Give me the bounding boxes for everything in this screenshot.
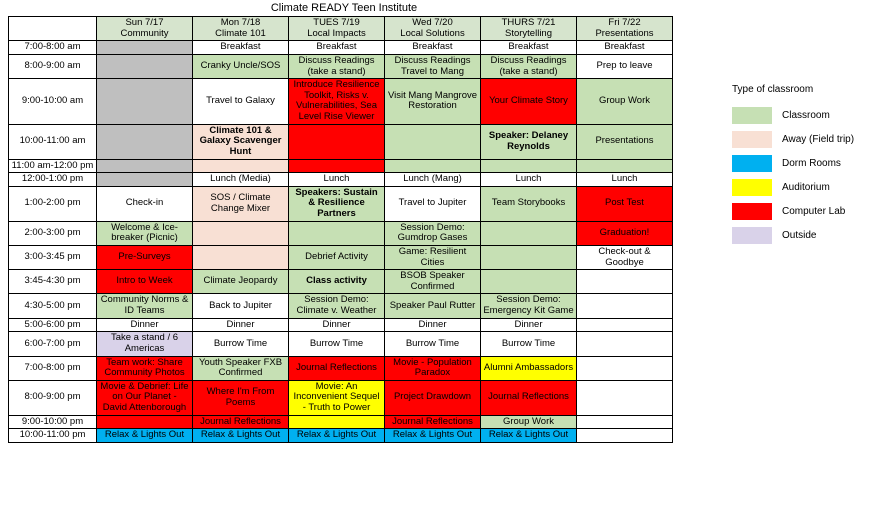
legend-item — [732, 103, 862, 127]
schedule-cell: Journal Reflections — [193, 415, 289, 429]
schedule-cell: Community Norms & ID Teams — [97, 294, 193, 318]
time-label: 7:00-8:00 pm — [9, 356, 97, 380]
legend-swatch — [732, 227, 772, 244]
schedule-cell: Burrow Time — [193, 332, 289, 356]
schedule-cell: Team Storybooks — [481, 186, 577, 221]
schedule-cell: Group Work — [481, 415, 577, 429]
header-day-6 — [577, 17, 673, 41]
schedule-cell: Breakfast — [481, 41, 577, 55]
schedule-cell: Speaker: Delaney Reynolds — [481, 124, 577, 159]
schedule-cell: Introduce Resilience Toolkit, Risks v. Vulnerabilities, Sea Level Rise Viewer — [289, 79, 385, 125]
header-day-3 — [289, 17, 385, 41]
schedule-cell: Discuss Readings Travel to Mang — [385, 54, 481, 78]
legend-label: Outside — [782, 229, 817, 241]
schedule-cell: Check-out & Goodbye — [577, 245, 673, 269]
header-day-date: Mon 7/18 — [220, 17, 261, 28]
schedule-cell: Relax & Lights Out — [97, 429, 193, 443]
table-row — [9, 429, 673, 443]
legend-swatch — [732, 131, 772, 148]
schedule-cell: Class activity — [289, 270, 385, 294]
table-row — [9, 332, 673, 356]
table-row — [9, 173, 673, 187]
header-day-theme: Local Solutions — [400, 27, 465, 39]
schedule-cell — [97, 54, 193, 78]
legend-swatch — [732, 179, 772, 196]
legend-rows — [732, 103, 862, 247]
table-row — [9, 186, 673, 221]
schedule-cell — [97, 124, 193, 159]
table-row — [9, 294, 673, 318]
header-day-date: Sun 7/17 — [125, 17, 164, 28]
schedule-cell: Take a stand / 6 Americas — [97, 332, 193, 356]
schedule-table — [8, 16, 673, 443]
schedule-cell: Relax & Lights Out — [481, 429, 577, 443]
time-label: 5:00-6:00 pm — [9, 318, 97, 332]
schedule-cell: Journal Reflections — [289, 356, 385, 380]
schedule-cell: Cranky Uncle/SOS — [193, 54, 289, 78]
schedule-cell: Game: Resilient Cities — [385, 245, 481, 269]
legend-label: Away (Field trip) — [782, 133, 855, 145]
schedule-cell: Dinner — [289, 318, 385, 332]
schedule-cell: Dinner — [97, 318, 193, 332]
schedule-cell: Session Demo: Climate v. Weather — [289, 294, 385, 318]
schedule-cell: Team work: Share Community Photos — [97, 356, 193, 380]
schedule-cell: Relax & Lights Out — [193, 429, 289, 443]
schedule-cell: Breakfast — [577, 41, 673, 55]
legend-item — [732, 199, 862, 223]
schedule-cell: Back to Jupiter — [193, 294, 289, 318]
schedule-cell: Speakers: Sustain & Resilience Partners — [289, 186, 385, 221]
time-label: 12:00-1:00 pm — [9, 173, 97, 187]
legend-swatch — [732, 203, 772, 220]
legend-label: Classroom — [782, 109, 830, 121]
schedule-cell — [193, 221, 289, 245]
schedule-cell: Movie & Debrief: Life on Our Planet - David Attenborough — [97, 380, 193, 415]
schedule-cell — [97, 159, 193, 173]
legend-label: Dorm Rooms — [782, 157, 841, 169]
legend-swatch — [732, 155, 772, 172]
header-day-date: Wed 7/20 — [412, 17, 453, 28]
table-row — [9, 245, 673, 269]
table-row — [9, 415, 673, 429]
header-day-theme: Climate 101 — [215, 27, 266, 39]
table-row — [9, 221, 673, 245]
header-time-col — [9, 17, 97, 41]
schedule-cell: Burrow Time — [385, 332, 481, 356]
header-day-theme: Community — [120, 27, 169, 39]
header-day-date: TUES 7/19 — [313, 17, 360, 28]
schedule-cell: Travel to Jupiter — [385, 186, 481, 221]
schedule-cell: Alumni Ambassadors — [481, 356, 577, 380]
header-day-theme: Presentations — [595, 27, 654, 39]
schedule-cell — [385, 124, 481, 159]
schedule-cell: Dinner — [481, 318, 577, 332]
schedule-cell: Dinner — [385, 318, 481, 332]
schedule-cell: Lunch — [481, 173, 577, 187]
schedule-cell: Travel to Galaxy — [193, 79, 289, 125]
schedule-cell — [577, 318, 673, 332]
schedule-cell — [577, 270, 673, 294]
header-day-4 — [385, 17, 481, 41]
schedule-cell: Session Demo: Emergency Kit Game — [481, 294, 577, 318]
schedule-cell — [97, 79, 193, 125]
header-day-2 — [193, 17, 289, 41]
table-row — [9, 380, 673, 415]
time-label: 10:00-11:00 am — [9, 124, 97, 159]
schedule-cell: Climate Jeopardy — [193, 270, 289, 294]
schedule-cell: Post Test — [577, 186, 673, 221]
schedule-cell: Burrow Time — [289, 332, 385, 356]
schedule-cell: Climate 101 & Galaxy Scavenger Hunt — [193, 124, 289, 159]
time-label: 1:00-2:00 pm — [9, 186, 97, 221]
schedule-cell: Discuss Readings (take a stand) — [289, 54, 385, 78]
legend-swatch — [732, 107, 772, 124]
time-label: 4:30-5:00 pm — [9, 294, 97, 318]
schedule-cell: Breakfast — [193, 41, 289, 55]
time-label: 6:00-7:00 pm — [9, 332, 97, 356]
table-row — [9, 318, 673, 332]
schedule-cell — [577, 356, 673, 380]
schedule-cell: Group Work — [577, 79, 673, 125]
schedule-cell — [577, 332, 673, 356]
table-row — [9, 79, 673, 125]
schedule-cell — [577, 429, 673, 443]
schedule-cell: Youth Speaker FXB Confirmed — [193, 356, 289, 380]
schedule-cell: Lunch — [577, 173, 673, 187]
schedule-cell: Breakfast — [385, 41, 481, 55]
table-row — [9, 356, 673, 380]
schedule-cell: Graduation! — [577, 221, 673, 245]
schedule-cell — [289, 159, 385, 173]
schedule-cell: Movie - Population Paradox — [385, 356, 481, 380]
header-day-theme: Local Impacts — [307, 27, 366, 39]
schedule-cell: Burrow Time — [481, 332, 577, 356]
time-label: 9:00-10:00 am — [9, 79, 97, 125]
schedule-cell — [289, 221, 385, 245]
schedule-cell — [577, 294, 673, 318]
schedule-cell — [97, 173, 193, 187]
schedule-cell — [193, 159, 289, 173]
schedule-cell: Relax & Lights Out — [385, 429, 481, 443]
time-label: 8:00-9:00 am — [9, 54, 97, 78]
schedule-cell — [481, 270, 577, 294]
schedule-cell: Project Drawdown — [385, 380, 481, 415]
table-body — [9, 41, 673, 443]
schedule-cell — [481, 221, 577, 245]
legend — [732, 84, 862, 247]
table-row — [9, 124, 673, 159]
schedule-cell: Speaker Paul Rutter — [385, 294, 481, 318]
time-label: 2:00-3:00 pm — [9, 221, 97, 245]
schedule-cell: Breakfast — [289, 41, 385, 55]
table-header — [9, 17, 673, 41]
schedule-cell: Debrief Activity — [289, 245, 385, 269]
schedule-cell: Check-in — [97, 186, 193, 221]
time-label: 8:00-9:00 pm — [9, 380, 97, 415]
schedule-cell — [577, 380, 673, 415]
header-day-1 — [97, 17, 193, 41]
schedule-cell — [385, 159, 481, 173]
schedule-cell: Journal Reflections — [481, 380, 577, 415]
time-label: 3:00-3:45 pm — [9, 245, 97, 269]
schedule-cell: Pre-Surveys — [97, 245, 193, 269]
schedule-cell — [97, 41, 193, 55]
schedule-cell: Journal Reflections — [385, 415, 481, 429]
schedule-cell — [577, 415, 673, 429]
header-day-date: Fri 7/22 — [608, 17, 641, 28]
schedule-cell — [289, 124, 385, 159]
header-row — [9, 17, 673, 41]
schedule-cell: Lunch — [289, 173, 385, 187]
schedule-cell — [481, 159, 577, 173]
schedule-cell — [481, 245, 577, 269]
table-row — [9, 270, 673, 294]
schedule-cell: Prep to leave — [577, 54, 673, 78]
legend-item — [732, 223, 862, 247]
schedule-cell — [289, 415, 385, 429]
schedule-cell: BSOB Speaker Confirmed — [385, 270, 481, 294]
table-row — [9, 41, 673, 55]
schedule-cell: Presentations — [577, 124, 673, 159]
table-row — [9, 159, 673, 173]
legend-item — [732, 175, 862, 199]
time-label: 3:45-4:30 pm — [9, 270, 97, 294]
page-title: Climate READY Teen Institute — [270, 2, 418, 14]
time-label: 9:00-10:00 pm — [9, 415, 97, 429]
legend-title: Type of classroom — [732, 84, 814, 95]
schedule-cell: Visit Mang Mangrove Restoration — [385, 79, 481, 125]
schedule-cell: Welcome & Ice-breaker (Picnic) — [97, 221, 193, 245]
header-day-5 — [481, 17, 577, 41]
schedule-cell: Discuss Readings (take a stand) — [481, 54, 577, 78]
schedule-cell: Intro to Week — [97, 270, 193, 294]
table-row — [9, 54, 673, 78]
legend-label: Auditorium — [782, 181, 830, 193]
schedule-cell: SOS / Climate Change Mixer — [193, 186, 289, 221]
schedule-cell: Dinner — [193, 318, 289, 332]
schedule-cell: Your Climate Story — [481, 79, 577, 125]
schedule-cell: Relax & Lights Out — [289, 429, 385, 443]
schedule-cell — [97, 415, 193, 429]
header-day-theme: Storytelling — [505, 27, 552, 39]
schedule-cell: Movie: An Inconvenient Sequel - Truth to Power — [289, 380, 385, 415]
legend-label: Computer Lab — [782, 205, 846, 217]
time-label: 10:00-11:00 pm — [9, 429, 97, 443]
schedule-cell: Session Demo: Gumdrop Gases — [385, 221, 481, 245]
schedule-cell: Lunch (Media) — [193, 173, 289, 187]
schedule-container — [8, 2, 680, 443]
legend-item — [732, 151, 862, 175]
time-label: 7:00-8:00 am — [9, 41, 97, 55]
time-label: 11:00 am-12:00 pm — [9, 159, 97, 173]
header-day-date: THURS 7/21 — [501, 17, 556, 28]
legend-item — [732, 127, 862, 151]
schedule-cell — [577, 159, 673, 173]
schedule-cell: Where I'm From Poems — [193, 380, 289, 415]
schedule-cell — [193, 245, 289, 269]
schedule-cell: Lunch (Mang) — [385, 173, 481, 187]
